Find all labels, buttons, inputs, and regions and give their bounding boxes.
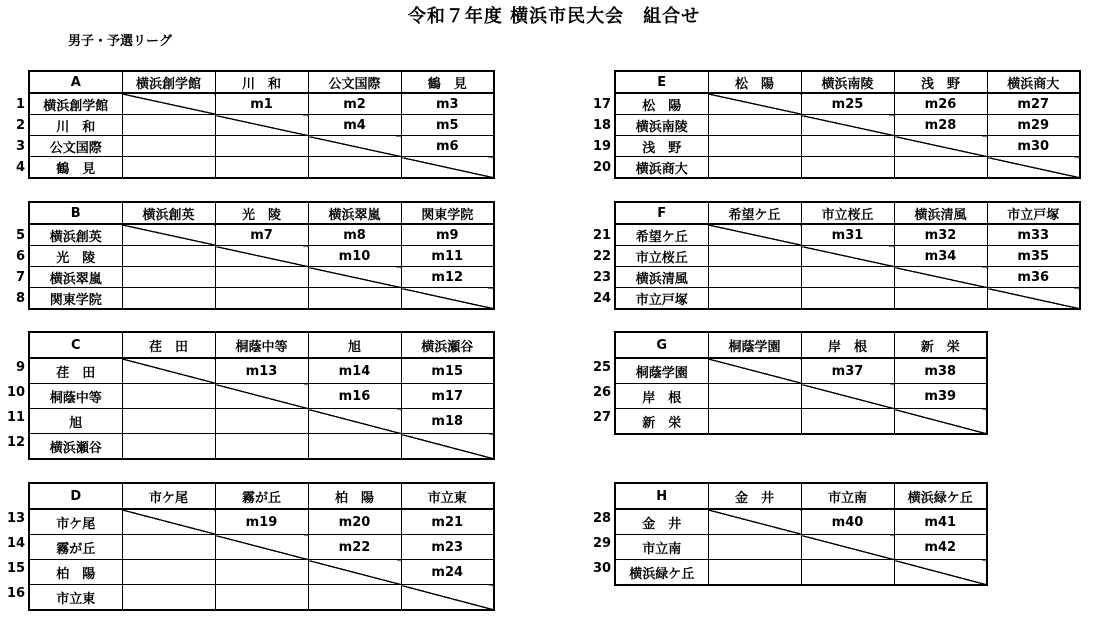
match-cell: [708, 115, 801, 136]
table-row: [615, 535, 987, 560]
row-team-name: 川 和: [29, 115, 122, 136]
diagonal-cell: [122, 509, 215, 535]
league-table: [614, 70, 1081, 179]
match-cell: [708, 288, 801, 310]
match-cell: [708, 384, 801, 409]
match-cell: m12: [401, 267, 494, 288]
team-number: 28: [593, 511, 612, 526]
table-row: [29, 434, 494, 460]
diagonal-cell: [801, 384, 894, 409]
table-row: [29, 509, 494, 535]
row-team-name: 浅 野: [615, 136, 708, 157]
row-team-name: 横浜南陵: [615, 115, 708, 136]
match-cell: [215, 267, 308, 288]
match-cell: [708, 560, 801, 586]
row-team-name: 市立戸塚: [615, 288, 708, 310]
team-number: 21: [593, 228, 612, 243]
column-header-team: 市立南: [801, 483, 894, 509]
match-cell: [215, 560, 308, 585]
column-header-team: 金 井: [708, 483, 801, 509]
diagonal-cell: [215, 384, 308, 409]
match-cell: [801, 267, 894, 288]
diagonal-cell: [308, 267, 401, 288]
group-label: C: [29, 332, 122, 358]
team-number: 1: [15, 97, 25, 112]
table-row: [29, 115, 494, 136]
diagonal-cell: [122, 358, 215, 384]
team-number: 11: [7, 410, 26, 425]
team-number: 10: [7, 385, 26, 400]
column-header-team: 松 陽: [708, 71, 801, 93]
team-number: 8: [15, 291, 25, 306]
group-label: H: [615, 483, 708, 509]
row-team-name: 松 陽: [615, 93, 708, 115]
team-number: 19: [593, 139, 612, 154]
table-row: [615, 509, 987, 535]
match-cell: m37: [801, 358, 894, 384]
match-cell: [122, 560, 215, 585]
league-table: [28, 201, 495, 310]
header-row: [29, 71, 494, 93]
table-row: [29, 288, 494, 310]
match-cell: [708, 409, 801, 435]
table-row: [29, 560, 494, 585]
column-header-team: 霧が丘: [215, 483, 308, 509]
diagonal-cell: [215, 246, 308, 267]
match-cell: m6: [401, 136, 494, 157]
row-team-name: 市立南: [615, 535, 708, 560]
match-cell: [708, 267, 801, 288]
match-cell: m38: [894, 358, 987, 384]
table-row: [615, 358, 987, 384]
column-header-team: 市立桜丘: [801, 202, 894, 224]
match-cell: m4: [308, 115, 401, 136]
column-header-team: 旭: [308, 332, 401, 358]
team-number: 4: [15, 160, 25, 175]
diagonal-cell: [308, 409, 401, 434]
match-cell: [894, 157, 987, 179]
row-team-name: 桐蔭学園: [615, 358, 708, 384]
row-team-name: 市立桜丘: [615, 246, 708, 267]
team-number: 16: [7, 586, 26, 601]
match-cell: m16: [308, 384, 401, 409]
group-label: G: [615, 332, 708, 358]
table-row: [29, 157, 494, 179]
diagonal-cell: [215, 535, 308, 560]
match-cell: [801, 136, 894, 157]
match-cell: m25: [801, 93, 894, 115]
column-header-team: 市立東: [401, 483, 494, 509]
diagonal-cell: [801, 246, 894, 267]
team-number: 6: [15, 249, 25, 264]
column-header-team: 横浜緑ケ丘: [894, 483, 987, 509]
column-header-team: 岸 根: [801, 332, 894, 358]
match-cell: [122, 136, 215, 157]
row-team-name: 鶴 見: [29, 157, 122, 179]
row-team-name: 横浜創英: [29, 224, 122, 246]
column-header-team: 横浜創英: [122, 202, 215, 224]
match-cell: m8: [308, 224, 401, 246]
match-cell: m34: [894, 246, 987, 267]
match-cell: [801, 560, 894, 586]
group-label: E: [615, 71, 708, 93]
match-cell: m39: [894, 384, 987, 409]
column-header-team: 浅 野: [894, 71, 987, 93]
diagonal-cell: [894, 136, 987, 157]
team-number: 20: [593, 160, 612, 175]
team-number: 27: [593, 410, 612, 425]
match-cell: [215, 585, 308, 611]
match-cell: m21: [401, 509, 494, 535]
match-cell: [122, 384, 215, 409]
column-header-team: 横浜瀬谷: [401, 332, 494, 358]
match-cell: [215, 157, 308, 179]
team-number: 23: [593, 270, 612, 285]
column-header-team: 市立戸塚: [987, 202, 1080, 224]
match-cell: [215, 136, 308, 157]
row-team-name: 光 陵: [29, 246, 122, 267]
diagonal-cell: [801, 535, 894, 560]
match-cell: m41: [894, 509, 987, 535]
match-cell: [215, 434, 308, 460]
team-number: 25: [593, 360, 612, 375]
diagonal-cell: [308, 136, 401, 157]
match-cell: [308, 157, 401, 179]
row-team-name: 市ケ尾: [29, 509, 122, 535]
match-cell: [708, 136, 801, 157]
table-row: [615, 560, 987, 586]
match-cell: m18: [401, 409, 494, 434]
table-row: [29, 358, 494, 384]
match-cell: [894, 288, 987, 310]
row-team-name: 市立東: [29, 585, 122, 611]
header-row: [29, 332, 494, 358]
row-team-name: 新 栄: [615, 409, 708, 435]
match-cell: m3: [401, 93, 494, 115]
team-number: 30: [593, 561, 612, 576]
table-row: [615, 136, 1080, 157]
header-row: [615, 71, 1080, 93]
group-label: F: [615, 202, 708, 224]
diagonal-cell: [401, 434, 494, 460]
group-label: D: [29, 483, 122, 509]
match-cell: m15: [401, 358, 494, 384]
diagonal-cell: [215, 115, 308, 136]
match-cell: m30: [987, 136, 1080, 157]
row-team-name: 希望ケ丘: [615, 224, 708, 246]
league-table: [614, 482, 988, 586]
table-row: [29, 246, 494, 267]
row-team-name: 金 井: [615, 509, 708, 535]
match-cell: m28: [894, 115, 987, 136]
table-row: [29, 535, 494, 560]
row-team-name: 霧が丘: [29, 535, 122, 560]
column-header-team: 横浜南陵: [801, 71, 894, 93]
match-cell: [708, 535, 801, 560]
group-g-block: [614, 331, 988, 435]
column-header-team: 桐蔭中等: [215, 332, 308, 358]
match-cell: [801, 288, 894, 310]
group-h-block: [614, 482, 988, 586]
group-a-block: [28, 70, 495, 179]
column-header-team: 横浜創学館: [122, 71, 215, 93]
header-row: [29, 202, 494, 224]
column-header-team: 鶴 見: [401, 71, 494, 93]
row-team-name: 桐蔭中等: [29, 384, 122, 409]
diagonal-cell: [894, 409, 987, 435]
table-row: [615, 267, 1080, 288]
row-team-name: 横浜翠嵐: [29, 267, 122, 288]
header-row: [29, 483, 494, 509]
diagonal-cell: [401, 288, 494, 310]
diagonal-cell: [122, 93, 215, 115]
diagonal-cell: [401, 585, 494, 611]
team-number: 17: [593, 97, 612, 112]
column-header-team: 光 陵: [215, 202, 308, 224]
diagonal-cell: [308, 560, 401, 585]
row-team-name: 横浜清風: [615, 267, 708, 288]
table-row: [615, 246, 1080, 267]
team-number: 2: [15, 118, 25, 133]
column-header-team: 横浜清風: [894, 202, 987, 224]
match-cell: m35: [987, 246, 1080, 267]
match-cell: m17: [401, 384, 494, 409]
match-cell: m36: [987, 267, 1080, 288]
table-row: [615, 409, 987, 435]
row-team-name: 横浜緑ケ丘: [615, 560, 708, 586]
match-cell: [122, 535, 215, 560]
table-row: [29, 585, 494, 611]
match-cell: m24: [401, 560, 494, 585]
table-row: [29, 267, 494, 288]
column-header-team: 川 和: [215, 71, 308, 93]
match-cell: [122, 267, 215, 288]
row-team-name: 横浜創学館: [29, 93, 122, 115]
team-number: 9: [15, 360, 25, 375]
match-cell: m29: [987, 115, 1080, 136]
match-cell: m7: [215, 224, 308, 246]
group-d-block: [28, 482, 495, 611]
match-cell: [122, 115, 215, 136]
match-cell: [122, 246, 215, 267]
row-team-name: 岸 根: [615, 384, 708, 409]
diagonal-cell: [987, 288, 1080, 310]
match-cell: m13: [215, 358, 308, 384]
group-c-block: [28, 331, 495, 460]
team-number: 14: [7, 536, 26, 551]
table-row: [29, 136, 494, 157]
diagonal-cell: [401, 157, 494, 179]
team-number: 29: [593, 536, 612, 551]
match-cell: [708, 157, 801, 179]
table-row: [615, 157, 1080, 179]
diagonal-cell: [708, 224, 801, 246]
match-cell: m2: [308, 93, 401, 115]
match-cell: [122, 585, 215, 611]
row-team-name: 横浜商大: [615, 157, 708, 179]
header-row: [615, 483, 987, 509]
column-header-team: 希望ケ丘: [708, 202, 801, 224]
row-team-name: 関東学院: [29, 288, 122, 310]
match-cell: m23: [401, 535, 494, 560]
column-header-team: 横浜翠嵐: [308, 202, 401, 224]
table-row: [29, 93, 494, 115]
diagonal-cell: [708, 358, 801, 384]
table-row: [29, 409, 494, 434]
table-row: [615, 115, 1080, 136]
match-cell: m40: [801, 509, 894, 535]
match-cell: [122, 288, 215, 310]
column-header-team: 荏 田: [122, 332, 215, 358]
page-title: 令和７年度 横浜市民大会 組合せ: [407, 6, 701, 27]
group-e-block: [614, 70, 1081, 179]
league-table: [614, 331, 988, 435]
match-cell: [308, 434, 401, 460]
table-row: [29, 384, 494, 409]
diagonal-cell: [122, 224, 215, 246]
table-row: [615, 384, 987, 409]
diagonal-cell: [987, 157, 1080, 179]
match-cell: m32: [894, 224, 987, 246]
match-cell: [708, 246, 801, 267]
team-number: 13: [7, 511, 26, 526]
table-row: [615, 224, 1080, 246]
match-cell: m5: [401, 115, 494, 136]
column-header-team: 桐蔭学園: [708, 332, 801, 358]
team-number: 24: [593, 291, 612, 306]
match-cell: [308, 585, 401, 611]
match-cell: m26: [894, 93, 987, 115]
match-cell: [122, 409, 215, 434]
table-row: [29, 224, 494, 246]
team-number: 3: [15, 139, 25, 154]
team-number: 26: [593, 385, 612, 400]
table-row: [615, 288, 1080, 310]
group-label: A: [29, 71, 122, 93]
match-cell: m9: [401, 224, 494, 246]
diagonal-cell: [894, 267, 987, 288]
row-team-name: 公文国際: [29, 136, 122, 157]
team-number: 7: [15, 270, 25, 285]
column-header-team: 横浜商大: [987, 71, 1080, 93]
header-row: [615, 202, 1080, 224]
team-number: 22: [593, 249, 612, 264]
diagonal-cell: [801, 115, 894, 136]
column-header-team: 関東学院: [401, 202, 494, 224]
match-cell: [801, 409, 894, 435]
team-number: 18: [593, 118, 612, 133]
match-cell: m1: [215, 93, 308, 115]
column-header-team: 新 栄: [894, 332, 987, 358]
match-cell: m11: [401, 246, 494, 267]
page-subtitle: 男子・予選リーグ: [68, 34, 173, 49]
league-table: [28, 331, 495, 460]
column-header-team: 柏 陽: [308, 483, 401, 509]
column-header-team: 市ケ尾: [122, 483, 215, 509]
match-cell: m19: [215, 509, 308, 535]
match-cell: m14: [308, 358, 401, 384]
table-row: [615, 93, 1080, 115]
match-cell: m27: [987, 93, 1080, 115]
league-table: [28, 482, 495, 611]
match-cell: m22: [308, 535, 401, 560]
match-cell: m10: [308, 246, 401, 267]
group-b-block: [28, 201, 495, 310]
column-header-team: 公文国際: [308, 71, 401, 93]
match-cell: [122, 157, 215, 179]
team-number: 12: [7, 435, 26, 450]
match-cell: [122, 434, 215, 460]
league-table: [28, 70, 495, 179]
row-team-name: 荏 田: [29, 358, 122, 384]
team-number: 5: [15, 228, 25, 243]
row-team-name: 旭: [29, 409, 122, 434]
match-cell: [308, 288, 401, 310]
match-cell: m31: [801, 224, 894, 246]
diagonal-cell: [708, 93, 801, 115]
match-cell: m42: [894, 535, 987, 560]
team-number: 15: [7, 561, 26, 576]
match-cell: [801, 157, 894, 179]
league-table: [614, 201, 1081, 310]
match-cell: m33: [987, 224, 1080, 246]
match-cell: [215, 288, 308, 310]
row-team-name: 柏 陽: [29, 560, 122, 585]
header-row: [615, 332, 987, 358]
group-label: B: [29, 202, 122, 224]
diagonal-cell: [708, 509, 801, 535]
group-f-block: [614, 201, 1081, 310]
match-cell: [215, 409, 308, 434]
match-cell: m20: [308, 509, 401, 535]
row-team-name: 横浜瀬谷: [29, 434, 122, 460]
diagonal-cell: [894, 560, 987, 586]
